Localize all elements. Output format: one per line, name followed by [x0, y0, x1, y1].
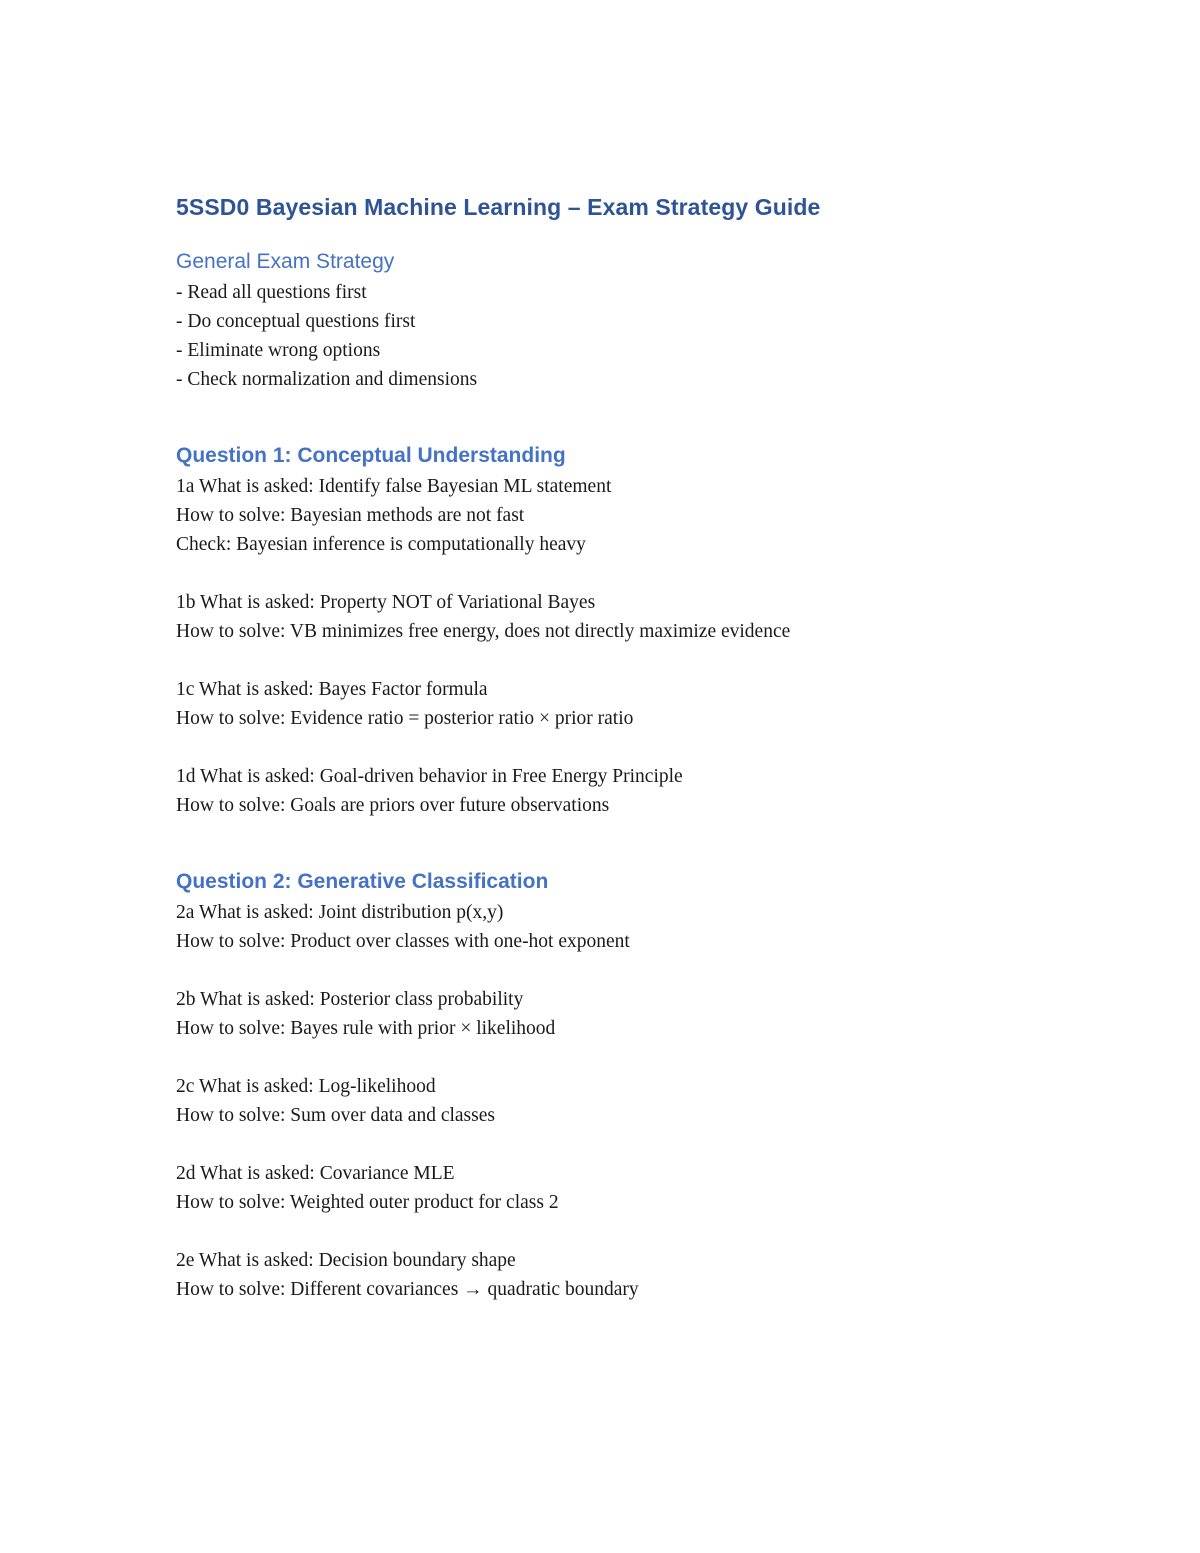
general-item: - Check normalization and dimensions [176, 369, 478, 390]
q2d-asked: 2d What is asked: Covariance MLE [176, 1163, 455, 1184]
section-spacer [176, 820, 1116, 866]
q2e-solve: How to solve: Different covariances → quadratic boundary [176, 1279, 639, 1300]
paragraph-spacer [176, 1217, 1116, 1246]
q1b-solve: How to solve: VB minimizes free energy, does not directly maximize evidence [176, 621, 791, 642]
general-item: - Eliminate wrong options [176, 340, 381, 361]
paragraph-spacer [176, 559, 1116, 588]
q1c-solve: How to solve: Evidence ratio = posterior ratio × prior ratio [176, 708, 634, 729]
q1b-asked: 1b What is asked: Property NOT of Variational Bayes [176, 592, 596, 613]
q1d-asked: 1d What is asked: Goal-driven behavior in Free Energy Principle [176, 766, 683, 787]
q2c-asked: 2c What is asked: Log-likelihood [176, 1076, 436, 1097]
q2a-solve: How to solve: Product over classes with one-hot exponent [176, 931, 630, 952]
q1a-solve: How to solve: Bayesian methods are not fast [176, 505, 525, 526]
q1d-solve: How to solve: Goals are priors over future observations [176, 795, 610, 816]
q2d-solve: How to solve: Weighted outer product for class 2 [176, 1192, 559, 1213]
q2a-asked: 2a What is asked: Joint distribution p(x,y) [176, 902, 504, 923]
q1a-asked: 1a What is asked: Identify false Bayesian ML statement [176, 476, 612, 497]
document-page [176, 188, 1116, 1304]
q2c-solve: How to solve: Sum over data and classes [176, 1105, 495, 1126]
general-item: - Read all questions first [176, 282, 367, 303]
q2b-solve: How to solve: Bayes rule with prior × likelihood [176, 1018, 556, 1039]
section-spacer [176, 394, 1116, 440]
q1a-check: Check: Bayesian inference is computationally heavy [176, 534, 586, 555]
general-item: - Do conceptual questions first [176, 311, 416, 332]
question-1-heading: Question 1: Conceptual Understanding [176, 444, 566, 467]
paragraph-spacer [176, 1043, 1116, 1072]
q2e-asked: 2e What is asked: Decision boundary shape [176, 1250, 516, 1271]
q1c-asked: 1c What is asked: Bayes Factor formula [176, 679, 488, 700]
question-2-heading: Question 2: Generative Classification [176, 870, 549, 893]
paragraph-spacer [176, 1130, 1116, 1159]
paragraph-spacer [176, 956, 1116, 985]
q2b-asked: 2b What is asked: Posterior class probability [176, 989, 524, 1010]
document-title: 5SSD0 Bayesian Machine Learning – Exam Strategy Guide [176, 194, 821, 220]
general-strategy-heading: General Exam Strategy [176, 250, 395, 273]
paragraph-spacer [176, 733, 1116, 762]
paragraph-spacer [176, 646, 1116, 675]
